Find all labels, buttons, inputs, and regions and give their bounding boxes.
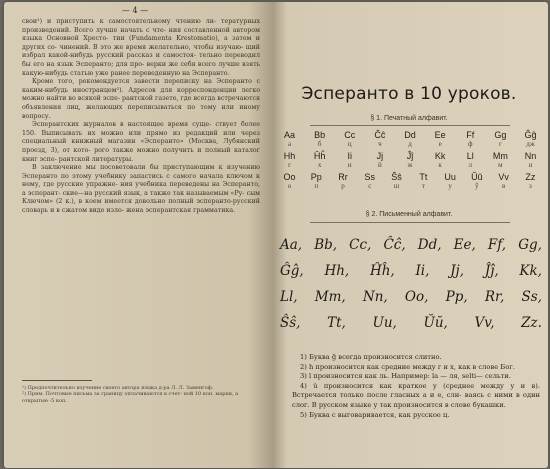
russian-sound: с (368, 182, 372, 190)
russian-sound: е (438, 140, 442, 148)
latin-letter: Kk (434, 151, 446, 161)
script-letter: Pp, (445, 289, 468, 305)
russian-sound: б (317, 140, 322, 148)
footnote: ¹) Предпочтительно изучение своего автора языка д-ра Л. Л. Заменгоф. (22, 385, 214, 391)
script-letter: Kk, (519, 263, 542, 279)
paragraph: Кроме того, рекомендуется завести переписку на Эсперанто с каким-нибудь иностранцем²). Адресов для корреспонденции легко можно найти во всякой эспе- рантской газете, где всегда встречаются объявления лиц, желающих переписываться по тому или иному вопросу. (22, 78, 260, 120)
russian-sound: й (378, 161, 382, 169)
latin-letter: Ĉĉ (374, 130, 386, 140)
script-letter: Gg, (518, 237, 542, 253)
latin-letter: Tt (419, 172, 428, 182)
script-letter: Ss, (521, 289, 542, 305)
latin-letter: Ĵĵ (406, 151, 414, 161)
latin-letter: Ff (466, 130, 475, 140)
russian-sound: п (314, 182, 319, 190)
script-letter: Tt, (327, 315, 346, 331)
script-letter: Zz. (521, 315, 542, 331)
russian-sound-row (272, 140, 548, 148)
section-heading-printed: § 1. Печатный алфавит. (370, 115, 448, 122)
russian-sound: ў (475, 182, 479, 190)
script-letter: Cc, (349, 237, 372, 253)
russian-sound: ф (467, 140, 473, 148)
russian-sound: а (287, 140, 292, 148)
footnotes (22, 385, 260, 404)
page-number: — 4 — (121, 6, 149, 15)
russian-sound: о (287, 182, 292, 190)
script-letter: Vv, (474, 315, 495, 331)
latin-letter: Dd (404, 130, 416, 140)
script-letter: Ŝŝ, (280, 315, 301, 331)
script-letter: Bb, (314, 237, 338, 253)
script-letter: Oo, (404, 289, 429, 305)
russian-sound: р (341, 182, 345, 190)
latin-letter: Gg (494, 130, 507, 140)
latin-letter: Mm (492, 151, 508, 161)
russian-sound: ш (393, 182, 400, 190)
script-letter: Nn, (362, 289, 388, 305)
latin-letter: Rr (338, 172, 348, 182)
russian-sound: и (347, 161, 352, 169)
latin-letter: Ĝĝ (524, 130, 537, 140)
latin-letter: Cc (344, 130, 356, 140)
russian-sound: ж (407, 161, 413, 169)
russian-sound: в (501, 182, 506, 190)
latin-letter: Pp (310, 172, 322, 182)
script-letter: Dd, (417, 237, 442, 253)
script-letter-row (276, 258, 546, 284)
right-page (270, 2, 548, 468)
paragraph: Эсперантских журналов в настоящее время суще- ствует более 150. Выписывать их можно или прямо из редакций или через специальный книжный магазин «Эсперанто» (Москва, Лубянский проезд, 3), от кото- рого также можно получить и полный каталог книг эспе- рантской литературы. (22, 121, 260, 163)
russian-sound: г (288, 161, 291, 169)
russian-sound: к (438, 161, 442, 169)
latin-letter: Ŝŝ (391, 172, 402, 182)
latin-letter: Ii (347, 151, 352, 161)
russian-sound: дж (526, 140, 535, 148)
section-heading-script: § 2. Письменный алфавит. (365, 211, 453, 218)
script-letter-row (276, 232, 546, 258)
russian-sound: у (448, 182, 452, 190)
latin-letter: Zz (525, 172, 536, 182)
note: 1) Буква ĝ всегда произносится слитно. (300, 353, 442, 361)
script-letter: Ĥĥ, (369, 263, 395, 279)
note: 3) l произносится как ль. Например: la — ля, selti— сельти. (300, 372, 511, 381)
script-letter: Uu, (372, 315, 397, 331)
russian-sound-row (272, 182, 548, 190)
page-title: Эсперанто в 10 уроков. (301, 84, 517, 104)
script-letter: Hh, (324, 263, 350, 279)
printed-alphabet (272, 130, 548, 193)
paragraph: свои¹) и приступить к самостоятельному чтению ли- тературных произведений. Всего лучше начать с чте- ния составленной автором языка Основной Хресто- тии (Fundamenta Krestomatio), а затем и других со- чинений. В это же время желательно, чтобы изучаю- щий избрал какой-нибудь русский рассказ и самостоя- тельно переводил бы его на язык Эсперанто; для про- верки же себя всего лучше взять какую-нибудь статью уже ранее переведенную на Эсперанто. (22, 18, 260, 77)
latin-letter: Bb (314, 130, 326, 140)
russian-sound-row (272, 161, 548, 169)
latin-letter: Aa (283, 130, 295, 140)
latin-letter: Oo (283, 172, 296, 182)
script-letter: Ĉĉ, (383, 237, 406, 253)
footnote-divider (22, 380, 92, 381)
script-letter: Ff, (487, 237, 507, 253)
script-letter-row (276, 310, 546, 336)
russian-sound: з (529, 182, 532, 190)
russian-sound: м (498, 161, 503, 169)
latin-letter: Uu (444, 172, 456, 182)
russian-sound: н (528, 161, 533, 169)
script-letter: Aa, (280, 237, 303, 253)
script-letter: Jj, (450, 263, 465, 279)
latin-letter-row (272, 172, 548, 182)
script-letter: Ll, (280, 289, 298, 305)
latin-letter: Ss (364, 172, 376, 182)
script-letter: Rr, (484, 289, 505, 305)
latin-letter-row (272, 130, 548, 140)
left-page (8, 2, 262, 468)
latin-letter: Vv (498, 172, 509, 182)
footnote: ²) Прим. Почтовые письма за границу оплачиваются в счет- ной 10 коп. марки, а открытые -5 коп. (22, 391, 239, 404)
open-book (4, 2, 548, 468)
divider (310, 125, 510, 126)
pronunciation-notes (292, 353, 540, 420)
latin-letter: Ee (434, 130, 446, 140)
divider (310, 222, 510, 223)
latin-letter: Nn (524, 151, 537, 161)
latin-letter-row (272, 151, 548, 161)
script-letter: Ii, (415, 263, 430, 279)
russian-sound: т (421, 182, 425, 190)
latin-letter: Ĥĥ (313, 151, 326, 161)
paragraph: В заключение мы посоветовали бы приступающим к изучению Эсперанто по этому учебнику запастись с самого начала ключом к нему, где русские упражне- ния учебника переведены на Эсперанто, а эсперант- ские—на русский язык, а также так называемым «Ру- сым Ключом» (2 к.), в коем имеется довольно полный эсперанто-русский словарь и в сжатом виде изло- жена эсперантская грамматика. (22, 164, 260, 215)
latin-letter: Ŭŭ (471, 172, 483, 182)
script-letter: Ĵĵ, (484, 263, 499, 279)
script-letter: Ĝĝ, (280, 263, 304, 279)
russian-sound: х (317, 161, 322, 169)
russian-sound: л (468, 161, 472, 169)
script-letter: Mm, (314, 289, 346, 305)
script-letter: Ee, (453, 237, 476, 253)
latin-letter: Ll (466, 151, 474, 161)
note: 2) h произносится как средние между г и х, как в слове Бог. (300, 362, 515, 371)
script-alphabet (276, 232, 546, 336)
script-letter-row (276, 284, 546, 310)
latin-letter: Hh (283, 151, 296, 161)
script-letter: Ŭŭ, (423, 315, 448, 331)
russian-sound: ц (347, 140, 352, 148)
latin-letter: Jj (376, 151, 384, 161)
russian-sound: ч (378, 140, 382, 148)
note: 4) ŭ произносится как краткое у (среднее между у и в). Встречается только после гласных а и е, сли- ваясь с ними в один слог. В русском языке у так произносится в слове букашки. (292, 381, 540, 409)
note: 5) Буква c выговаривается, как русское ц. (300, 410, 450, 419)
left-page-body (22, 18, 260, 216)
russian-sound: д (408, 140, 412, 148)
russian-sound: г (498, 140, 502, 148)
